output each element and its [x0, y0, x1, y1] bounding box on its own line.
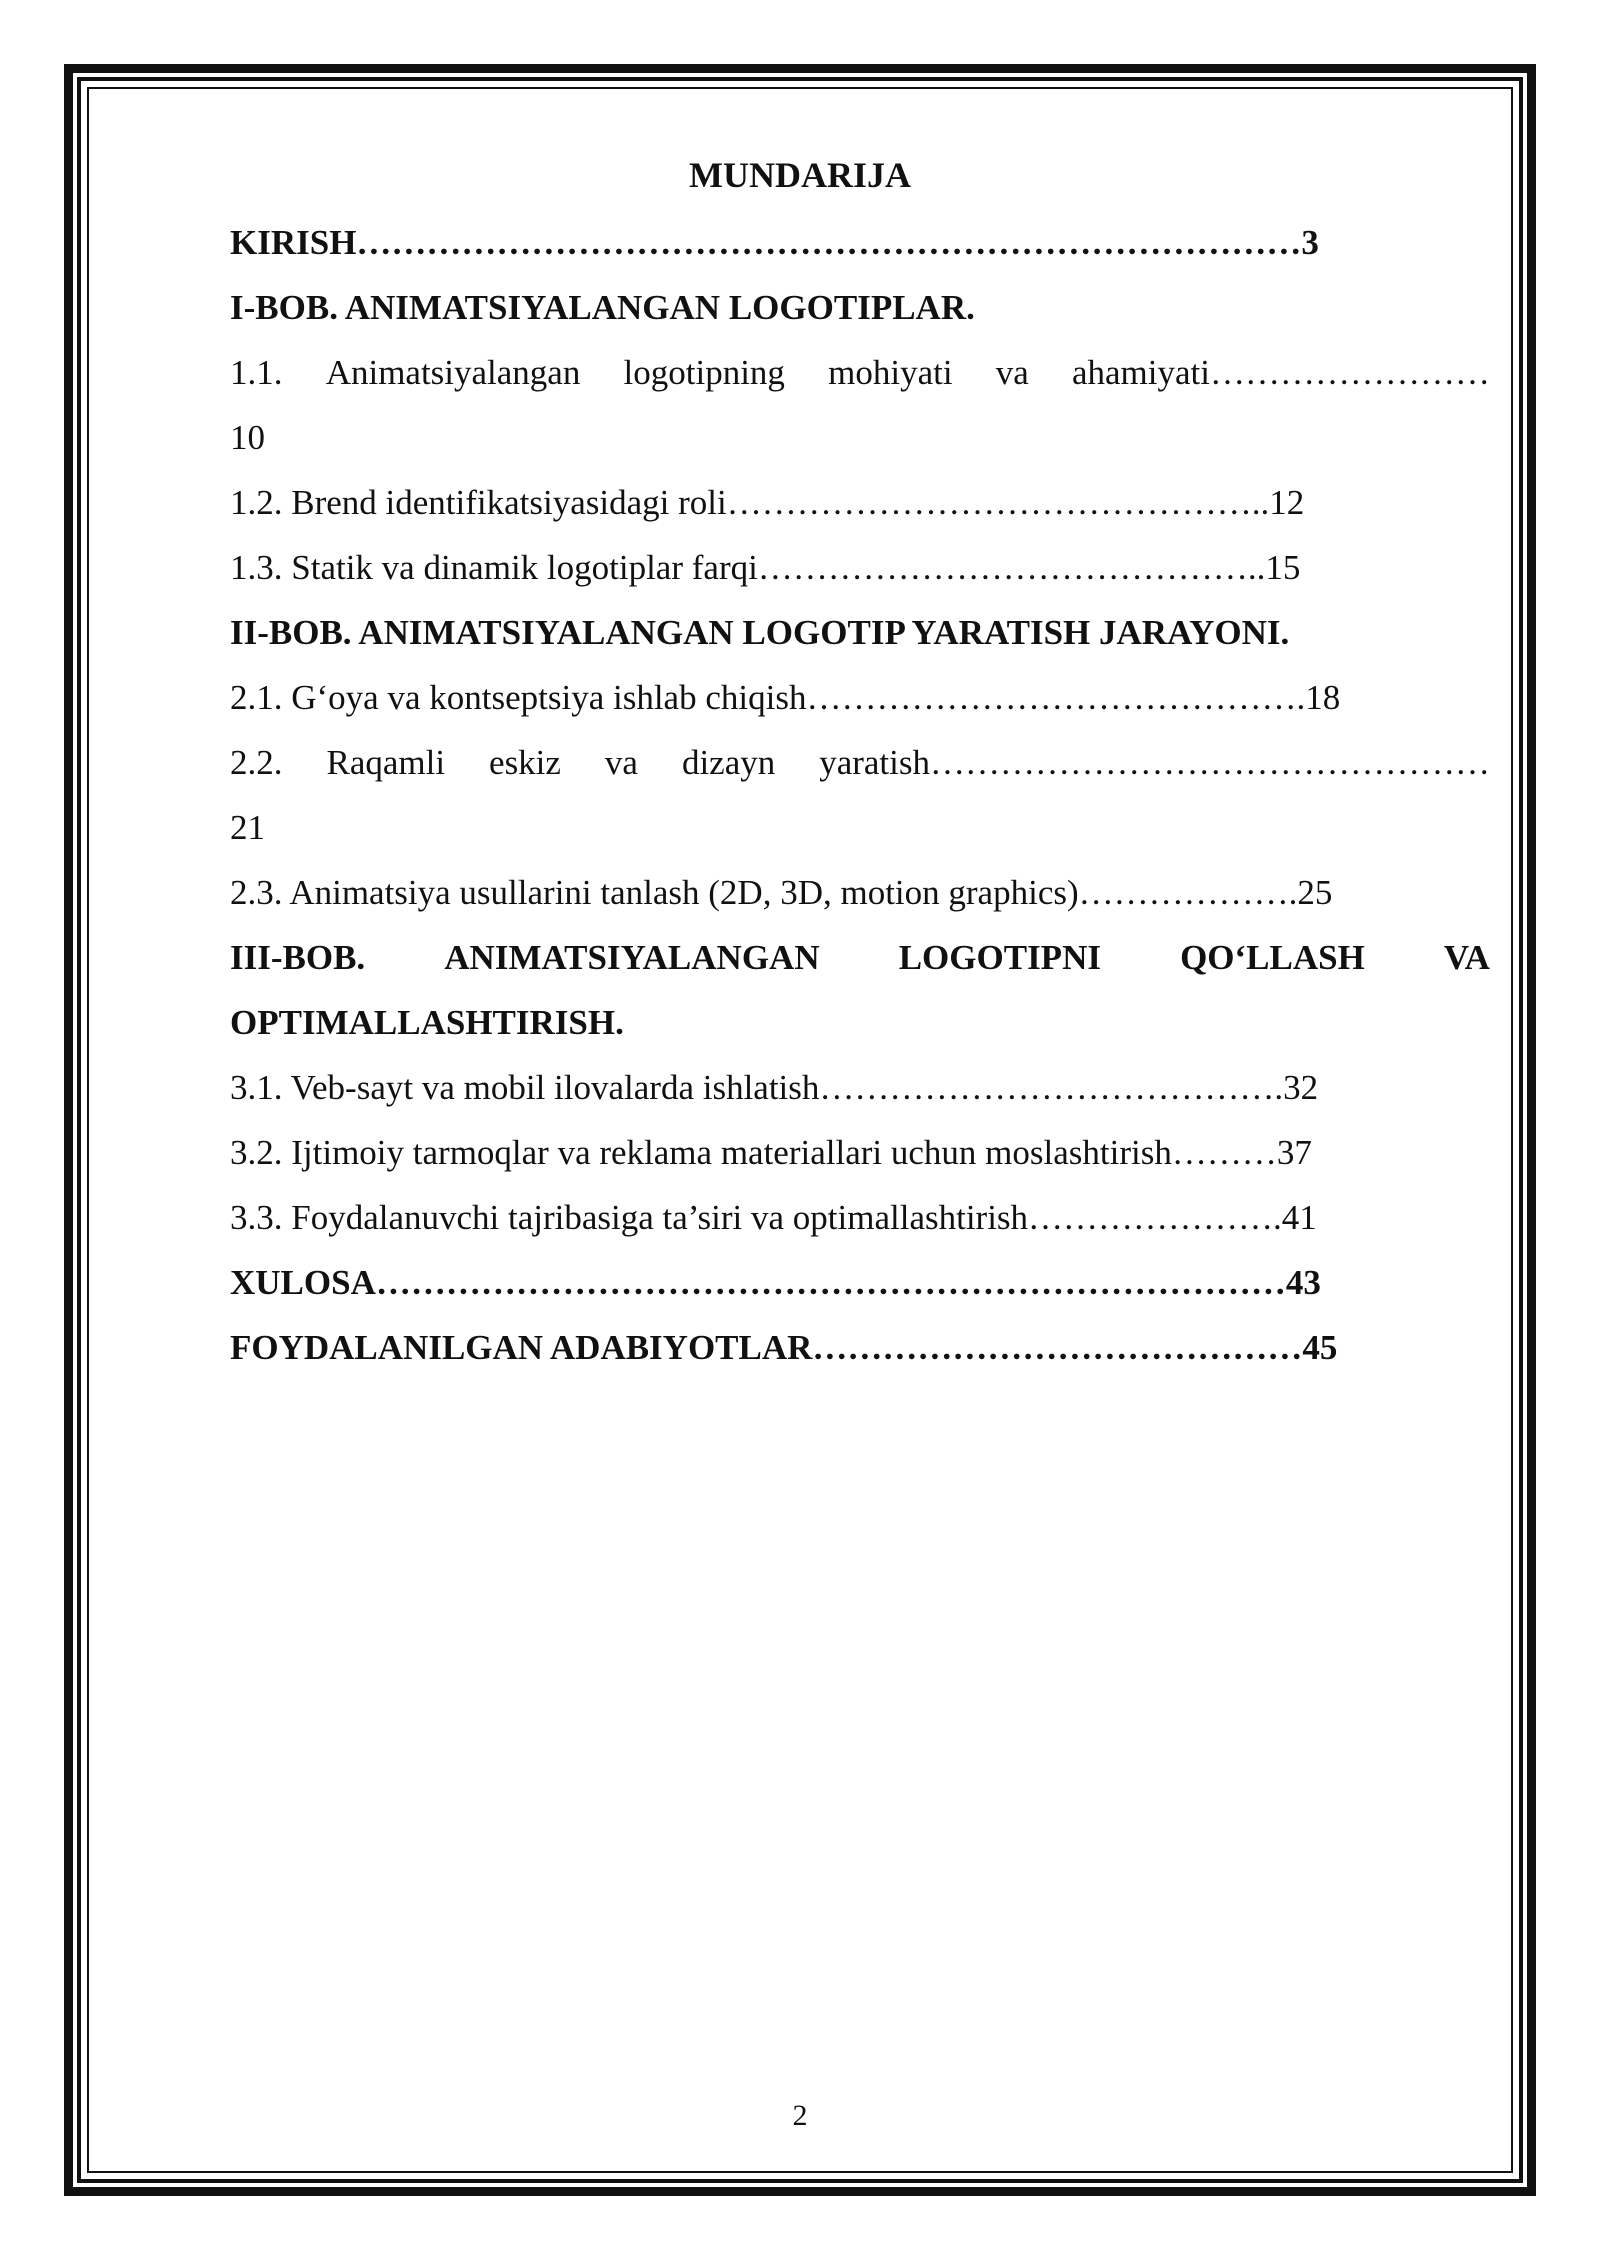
- toc-entry-xulosa: XULOSA……………………………………………………………………43: [230, 1263, 1321, 1302]
- toc-entry-2-1: 2.1. G‘oya va kontseptsiya ishlab chiqish…………………………………….18: [230, 678, 1341, 717]
- page-title: MUNDARIJA: [689, 155, 911, 195]
- toc-chapter-1: I-BOB. ANIMATSIYALANGAN LOGOTIPLAR.: [230, 288, 975, 327]
- toc-chapter-3-word: ANIMATSIYALANGAN: [444, 938, 820, 977]
- toc-entry-1-2: 1.2. Brend identifikatsiyasidagi roli………………………………………..12: [230, 483, 1305, 522]
- toc-entry-1-1-page: 10: [230, 418, 265, 457]
- toc-entry-2-2-page: 21: [230, 808, 265, 847]
- toc-entry-1-3: 1.3. Statik va dinamik logotiplar farqi……………………………………..15: [230, 548, 1301, 587]
- toc-entry-1-1: [230, 340, 1490, 406]
- toc-entry-1-1-word: Animatsiyalangan: [325, 353, 581, 392]
- toc-entry-1-1-word: va: [995, 353, 1029, 392]
- toc-entry-2-3: 2.3. Animatsiya usullarini tanlash (2D, 3D, motion graphics)……………….25: [230, 873, 1333, 912]
- toc-entry-2-2-word: 2.2.: [230, 743, 283, 782]
- toc-entry-adabiyotlar: FOYDALANILGAN ADABIYOTLAR……………………………………45: [230, 1328, 1338, 1367]
- toc-entry-3-1: 3.1. Veb-sayt va mobil ilovalarda ishlatish………………………………….32: [230, 1068, 1319, 1107]
- toc-chapter-3: [230, 925, 1490, 991]
- toc-entry-3-2: 3.2. Ijtimoiy tarmoqlar va reklama materiallari uchun moslashtirish………37: [230, 1133, 1312, 1172]
- toc-entry-1-1-word: mohiyati: [828, 353, 953, 392]
- toc-chapter-3-word: VA: [1443, 938, 1490, 977]
- toc-entry-2-2-word: yaratish…………………………………………: [819, 743, 1490, 782]
- toc-entry-1-1-word: logotipning: [623, 353, 785, 392]
- toc-chapter-3-word: QO‘LLASH: [1180, 938, 1365, 977]
- toc-entry-1-1-word: 1.1.: [230, 353, 283, 392]
- toc-entry-1-1-word: ahamiyati……………………: [1071, 353, 1490, 392]
- toc-entry-kirish: KIRISH………………………………………………………………………3: [230, 223, 1319, 262]
- toc-entry-2-2-word: eskiz: [489, 743, 561, 782]
- toc-chapter-3-continuation: OPTIMALLASHTIRISH.: [230, 1003, 624, 1042]
- toc-entry-2-2: [230, 730, 1490, 796]
- toc-chapter-2: II-BOB. ANIMATSIYALANGAN LOGOTIP YARATISH JARAYONI.: [230, 613, 1290, 652]
- toc-entry-2-2-word: dizayn: [681, 743, 776, 782]
- toc-entry-2-2-word: va: [604, 743, 638, 782]
- toc-entry-3-3: 3.3. Foydalanuvchi tajribasiga ta’siri va optimallashtirish………………….41: [230, 1198, 1317, 1237]
- page-number: 2: [792, 2099, 808, 2132]
- toc-chapter-3-word: LOGOTIPNI: [898, 938, 1101, 977]
- toc-entry-2-2-word: Raqamli: [326, 743, 446, 782]
- toc-chapter-3-word: III-BOB.: [230, 938, 366, 977]
